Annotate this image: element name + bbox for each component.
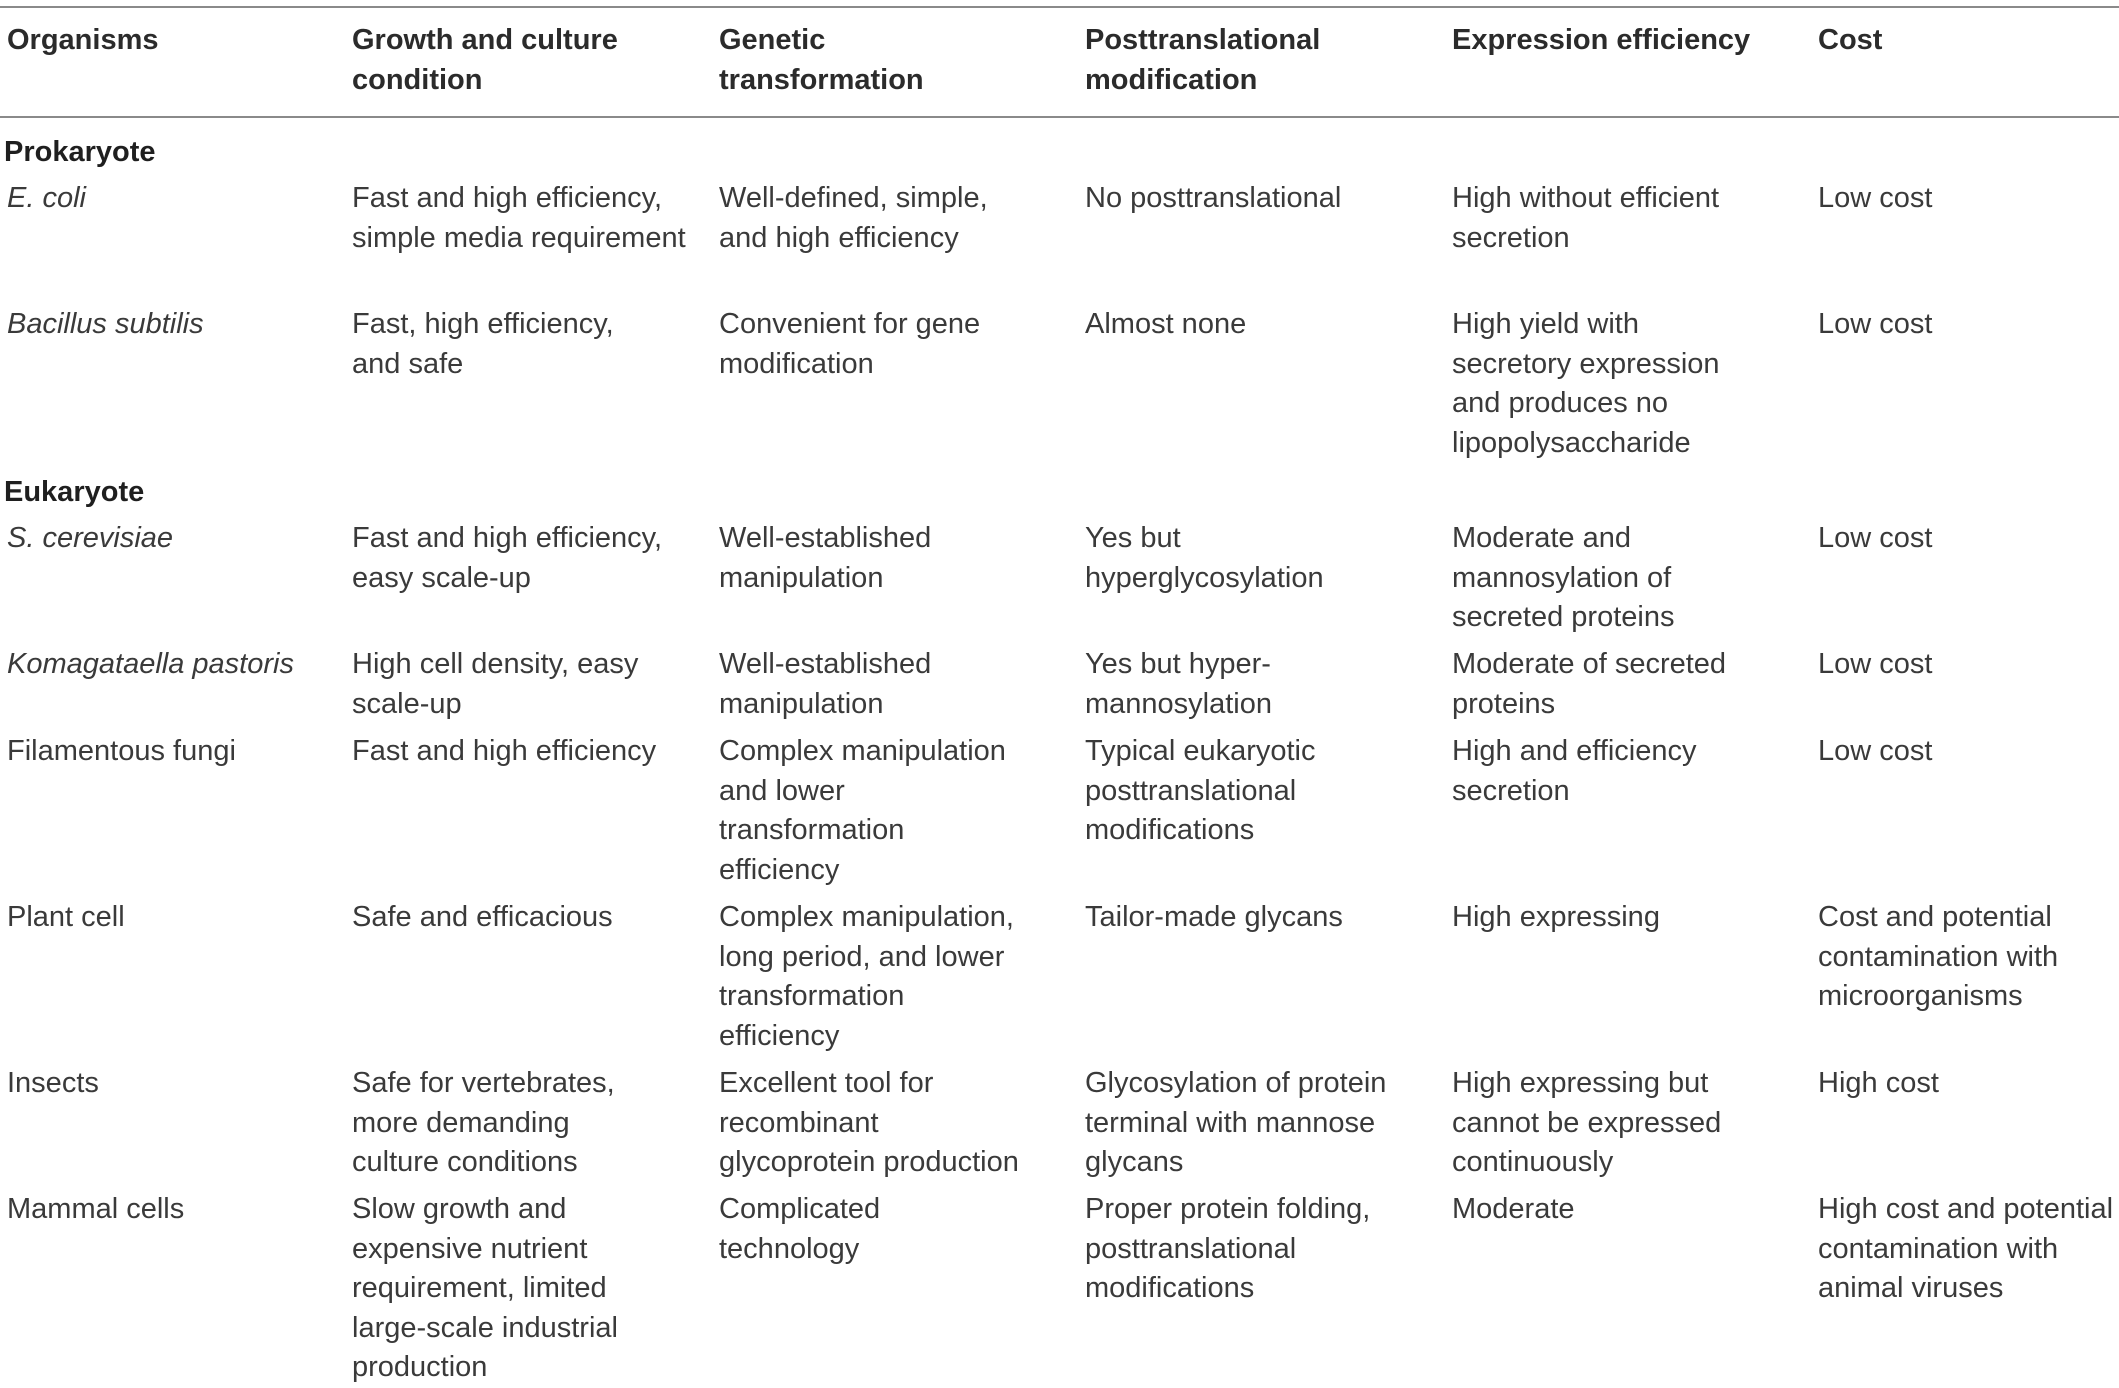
header-growth: Growth and culture condition [352,24,618,96]
cell-growth: Slow growth and expensive nutrient requirement, limited large-scale industrial production [352,1193,618,1383]
cell-ptm: Tailor-made glycans [1085,901,1343,933]
cell-cost: Low cost [1818,308,1933,340]
cell-expression: High expressing but cannot be expressed continuously [1452,1067,1722,1178]
cell-organism: Insects [7,1067,99,1099]
cell-growth: Fast and high efficiency, easy scale-up [352,522,663,594]
header-expression: Expression efficiency [1452,24,1751,56]
cell-genetic: Complex manipulation, long period, and lower transformation efficiency [719,901,1014,1052]
cell-genetic: Convenient for gene modification [719,308,981,380]
cell-expression: Moderate [1452,1193,1575,1225]
cell-genetic: Well-defined, simple, and high efficiency [719,182,988,254]
cell-genetic: Complex manipulation and lower transformation efficiency [719,735,1006,886]
cell-ptm: No posttranslational [1085,182,1342,214]
cell-cost: Cost and potential contamination with microorganisms [1818,901,2059,1012]
cell-genetic: Excellent tool for recombinant glycoprotein production [719,1067,1019,1178]
cell-growth: Fast, high efficiency, and safe [352,308,614,380]
cell-expression: High yield with secretory expression and produces no lipopolysaccharide [1452,308,1720,459]
cell-cost: Low cost [1818,735,1933,767]
cell-growth: High cell density, easy scale-up [352,648,639,720]
table-header-row [0,20,2119,116]
cell-expression: High without efficient secretion [1452,182,1720,254]
cell-organism: Mammal cells [7,1193,185,1225]
cell-cost: High cost [1818,1067,1939,1099]
table-top-rule [0,6,2119,8]
cell-genetic: Well-established manipulation [719,522,932,594]
cell-cost: Low cost [1818,648,1933,680]
cell-expression: Moderate of secreted proteins [1452,648,1727,720]
cell-growth: Fast and high efficiency, simple media requirement [352,182,686,254]
cell-ptm: Yes but hyperglycosylation [1085,522,1324,594]
cell-ptm: Almost none [1085,308,1247,340]
cell-organism: Bacillus subtilis [7,308,204,340]
cell-ptm: Typical eukaryotic posttranslational modifications [1085,735,1316,846]
cell-expression: High expressing [1452,901,1660,933]
cell-cost: High cost and potential contamination with animal viruses [1818,1193,2114,1304]
cell-cost: Low cost [1818,182,1933,214]
cell-cost: Low cost [1818,522,1933,554]
cell-growth: Safe for vertebrates, more demanding culture conditions [352,1067,615,1178]
cell-expression: Moderate and mannosylation of secreted proteins [1452,522,1675,633]
header-cost: Cost [1818,24,1883,56]
cell-organism: E. coli [7,182,86,214]
header-genetic: Genetic transformation [719,24,924,96]
cell-genetic: Complicated technology [719,1193,881,1265]
header-organisms: Organisms [7,24,159,56]
cell-ptm: Proper protein folding, posttranslational modifications [1085,1193,1371,1304]
cell-organism: S. cerevisiae [7,522,174,554]
cell-ptm: Yes but hyper-mannosylation [1085,648,1272,720]
cell-ptm: Glycosylation of protein terminal with mannose glycans [1085,1067,1387,1178]
table-header-rule [0,116,2119,118]
cell-expression: High and efficiency secretion [1452,735,1697,807]
cell-growth: Safe and efficacious [352,901,613,933]
section-eukaryote: Eukaryote [4,476,145,508]
cell-organism: Komagataella pastoris [7,648,294,680]
cell-genetic: Well-established manipulation [719,648,932,720]
cell-growth: Fast and high efficiency [352,735,657,767]
cell-organism: Filamentous fungi [7,735,236,767]
section-prokaryote: Prokaryote [4,136,156,168]
cell-organism: Plant cell [7,901,125,933]
header-ptm: Posttranslational modification [1085,24,1321,96]
